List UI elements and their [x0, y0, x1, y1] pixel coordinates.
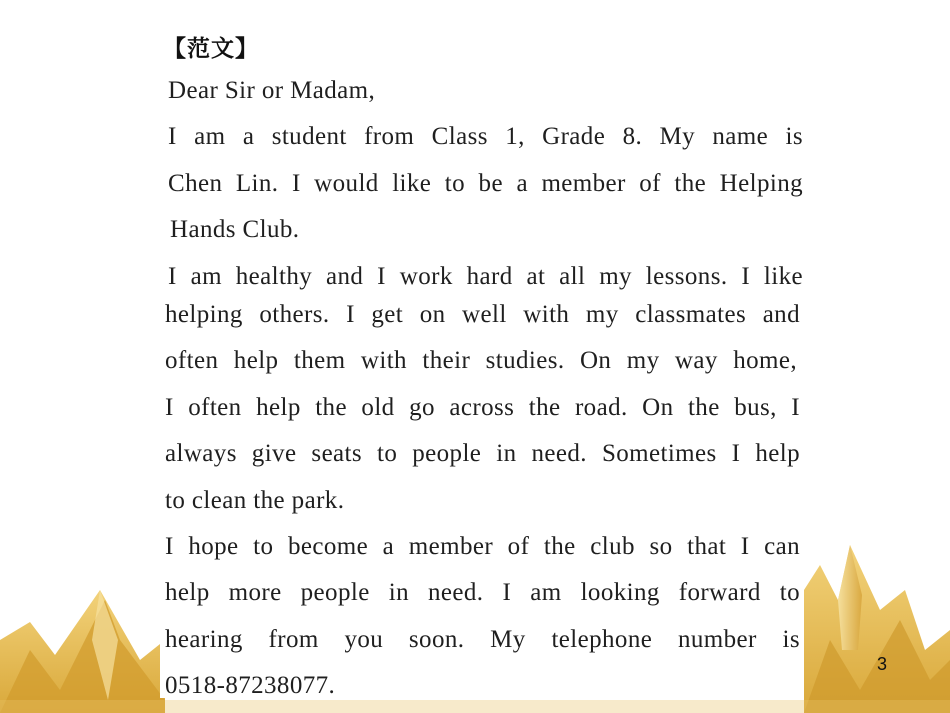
text-line: I often help the old go across the road. On the bus, I — [165, 394, 800, 421]
text-line: always give seats to people in need. Sometimes I help — [165, 440, 800, 467]
text-line: Hands Club. — [170, 216, 300, 243]
text-line: Chen Lin. I would like to be a member of the Helping — [168, 170, 803, 197]
section-heading: 【范文】 — [163, 36, 259, 62]
text-line: often help them with their studies. On my way home, — [165, 347, 797, 374]
page-number: 3 — [877, 654, 888, 674]
salutation: Dear Sir or Madam, — [168, 77, 376, 104]
text-line: to clean the park. — [165, 487, 345, 514]
mountain-right-highlight — [838, 545, 862, 650]
text-line: help more people in need. I am looking forward to — [165, 579, 800, 606]
text-line: hearing from you soon. My telephone number is — [165, 626, 800, 653]
text-line: helping others. I get on well with my classmates and — [165, 301, 800, 328]
text-line: 0518-87238077. — [165, 672, 336, 699]
text-line: I hope to become a member of the club so that I can — [165, 533, 800, 560]
text-line: I am a student from Class 1, Grade 8. My name is — [168, 123, 803, 150]
text-line: I am healthy and I work hard at all my lessons. I like — [168, 263, 803, 290]
